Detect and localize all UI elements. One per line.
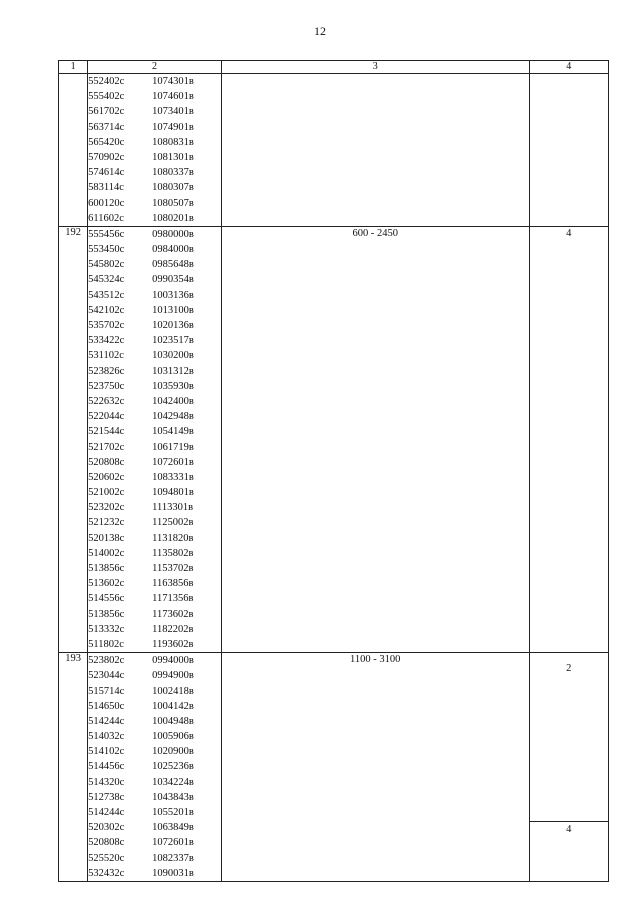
header-col-3: 3 xyxy=(221,61,529,74)
class-value: 2 xyxy=(566,663,572,675)
coordinate-pair xyxy=(88,424,221,439)
coordinate-pair xyxy=(88,227,221,242)
latitude-value: 520808с xyxy=(88,456,125,468)
latitude-value: 532432с xyxy=(88,867,125,879)
coordinate-list xyxy=(88,653,222,882)
longitude-value: 1113301в xyxy=(152,502,194,514)
coordinate-pair xyxy=(88,637,221,652)
coordinate-pair xyxy=(88,591,221,606)
latitude-value: 511802с xyxy=(88,638,124,650)
latitude-value: 543512с xyxy=(88,289,125,301)
header-row xyxy=(59,61,609,74)
coordinate-pair xyxy=(88,759,221,774)
latitude-value: 513602с xyxy=(88,578,125,590)
range-cell xyxy=(221,653,529,882)
coordinate-pair xyxy=(88,409,221,424)
coordinate-pair xyxy=(88,684,221,699)
latitude-value: 520138с xyxy=(88,532,125,544)
latitude-value: 561702с xyxy=(88,106,125,118)
latitude-value: 514650с xyxy=(88,700,125,712)
longitude-value: 1013100в xyxy=(152,304,194,316)
longitude-value: 0994900в xyxy=(152,670,194,682)
longitude-value: 1043843в xyxy=(152,791,194,803)
latitude-value: 514002с xyxy=(88,547,125,559)
coordinate-pair xyxy=(88,485,221,500)
latitude-value: 583114с xyxy=(88,182,124,194)
coordinate-pair xyxy=(88,348,221,363)
coordinate-pair xyxy=(88,364,221,379)
coordinate-pair xyxy=(88,775,221,790)
longitude-value: 1023517в xyxy=(152,335,194,347)
longitude-value: 1135802в xyxy=(152,547,194,559)
coordinate-pair xyxy=(88,866,221,881)
latitude-value: 513332с xyxy=(88,623,125,635)
latitude-value: 553450с xyxy=(88,244,125,256)
latitude-value: 523044с xyxy=(88,670,125,682)
latitude-value: 535702с xyxy=(88,320,125,331)
row-number xyxy=(59,74,88,227)
latitude-value: 611602с xyxy=(88,212,124,224)
coordinate-pair xyxy=(88,150,221,165)
latitude-value: 563714с xyxy=(88,121,125,133)
longitude-value: 1034224в xyxy=(152,776,194,788)
coordinate-pair xyxy=(88,440,221,455)
latitude-value: 514102с xyxy=(88,746,125,758)
longitude-value: 1083331в xyxy=(152,471,194,483)
latitude-value: 531102с xyxy=(88,350,124,362)
longitude-value: 1171356в xyxy=(152,593,194,605)
longitude-value: 1193602в xyxy=(152,638,194,650)
latitude-value: 521544с xyxy=(88,426,125,438)
latitude-value: 545324с xyxy=(88,274,125,286)
latitude-value: 514320с xyxy=(88,776,125,788)
latitude-value: 574614с xyxy=(88,167,125,179)
coordinate-pair xyxy=(88,288,221,303)
longitude-value: 0980000в xyxy=(152,228,194,240)
coordinate-pair xyxy=(88,470,221,485)
longitude-value: 0990354в xyxy=(152,274,194,286)
class-value: 4 xyxy=(566,824,572,836)
coordinate-pair xyxy=(88,546,221,561)
longitude-value: 1081301в xyxy=(152,151,194,163)
longitude-value: 1072601в xyxy=(152,837,194,849)
longitude-value: 1125002в xyxy=(152,517,194,529)
longitude-value: 1074301в xyxy=(152,76,194,87)
latitude-value: 523802с xyxy=(88,655,125,667)
longitude-value: 0985648в xyxy=(152,259,194,271)
coordinate-list xyxy=(88,74,222,227)
coordinate-pair xyxy=(88,303,221,318)
latitude-value: 533422с xyxy=(88,335,125,347)
class-cell xyxy=(529,653,608,882)
latitude-value: 515714с xyxy=(88,685,125,697)
latitude-value: 552402с xyxy=(88,76,125,87)
coordinate-pair xyxy=(88,622,221,637)
row-number: 192 xyxy=(59,226,88,652)
table-row xyxy=(59,74,609,227)
longitude-value: 1030200в xyxy=(152,350,194,362)
coordinate-pair xyxy=(88,805,221,820)
coordinate-pair xyxy=(88,379,221,394)
cell-divider xyxy=(530,821,608,822)
latitude-value: 514244с xyxy=(88,807,125,818)
coordinate-pair xyxy=(88,531,221,546)
coordinate-pair xyxy=(88,196,221,211)
row-number: 193 xyxy=(59,653,88,882)
longitude-value: 1074601в xyxy=(152,91,194,103)
longitude-value: 1073401в xyxy=(152,106,194,118)
table-row xyxy=(59,226,609,652)
longitude-value: 1004948в xyxy=(152,715,194,727)
coordinate-pair xyxy=(88,394,221,409)
latitude-value: 570902с xyxy=(88,151,125,163)
latitude-value: 555402с xyxy=(88,91,125,103)
longitude-value: 1031312в xyxy=(152,365,194,377)
latitude-value: 520808с xyxy=(88,837,125,849)
longitude-value: 1080201в xyxy=(152,212,194,224)
latitude-value: 522044с xyxy=(88,411,125,423)
class-cell xyxy=(529,226,608,652)
longitude-value: 1063849в xyxy=(152,822,194,834)
range-value: 1100 - 3100 xyxy=(350,654,401,666)
table-row xyxy=(59,653,609,882)
latitude-value: 514032с xyxy=(88,731,125,743)
latitude-value: 512738с xyxy=(88,791,125,803)
longitude-value: 1042400в xyxy=(152,395,194,407)
longitude-value: 1082337в xyxy=(152,852,194,864)
coordinate-pair xyxy=(88,576,221,591)
coordinate-pair xyxy=(88,318,221,333)
coordinate-pair xyxy=(88,242,221,257)
latitude-value: 520302с xyxy=(88,822,125,834)
coordinate-pair xyxy=(88,835,221,850)
longitude-value: 0984000в xyxy=(152,244,194,256)
class-cell xyxy=(529,74,608,227)
latitude-value: 600120с xyxy=(88,197,125,209)
range-cell xyxy=(221,226,529,652)
longitude-value: 1182202в xyxy=(152,623,194,635)
coordinate-pair xyxy=(88,135,221,150)
latitude-value: 542102с xyxy=(88,304,125,316)
page-number: 12 xyxy=(314,24,326,38)
coordinate-pair xyxy=(88,851,221,866)
latitude-value: 513856с xyxy=(88,563,125,574)
longitude-value: 1061719в xyxy=(152,441,194,453)
longitude-value: 1003136в xyxy=(152,289,194,301)
coordinate-pair xyxy=(88,180,221,195)
latitude-value: 565420с xyxy=(88,136,125,148)
header-col-4: 4 xyxy=(529,61,608,74)
longitude-value: 1090031в xyxy=(152,867,194,879)
longitude-value: 1080337в xyxy=(152,167,194,179)
coordinate-pair xyxy=(88,790,221,805)
longitude-value: 1035930в xyxy=(152,380,194,392)
coordinate-pair xyxy=(88,607,221,622)
coordinate-pair xyxy=(88,333,221,348)
latitude-value: 525520с xyxy=(88,852,125,864)
latitude-value: 523202с xyxy=(88,502,125,514)
coordinate-pair xyxy=(88,272,221,287)
coordinate-pair xyxy=(88,120,221,135)
longitude-value: 1131820в xyxy=(152,532,194,544)
coordinate-pair xyxy=(88,257,221,272)
latitude-value: 521002с xyxy=(88,487,125,499)
coordinate-pair xyxy=(88,714,221,729)
latitude-value: 523750с xyxy=(88,380,125,392)
longitude-value: 1054149в xyxy=(152,426,194,438)
header-col-2: 2 xyxy=(88,61,222,74)
longitude-value: 1072601в xyxy=(152,456,194,468)
latitude-value: 514244с xyxy=(88,715,125,727)
latitude-value: 514456с xyxy=(88,761,125,773)
latitude-value: 522632с xyxy=(88,395,125,407)
latitude-value: 514556с xyxy=(88,593,125,605)
coordinate-pair xyxy=(88,699,221,714)
coordinate-pair xyxy=(88,515,221,530)
longitude-value: 1025236в xyxy=(152,761,194,773)
latitude-value: 520602с xyxy=(88,471,125,483)
coordinate-pair xyxy=(88,89,221,104)
latitude-value: 521232с xyxy=(88,517,125,529)
coordinate-pair xyxy=(88,653,221,668)
coordinate-pair xyxy=(88,500,221,515)
longitude-value: 1094801в xyxy=(152,487,194,499)
coordinate-pair xyxy=(88,211,221,226)
coordinate-pair xyxy=(88,668,221,683)
longitude-value: 1020900в xyxy=(152,746,194,758)
coordinate-list xyxy=(88,226,222,652)
longitude-value: 0994000в xyxy=(152,655,194,667)
latitude-value: 523826с xyxy=(88,365,125,377)
longitude-value: 1173602в xyxy=(152,608,194,620)
coordinate-pair xyxy=(88,165,221,180)
longitude-value: 1080831в xyxy=(152,136,194,148)
range-cell xyxy=(221,74,529,227)
header-col-1: 1 xyxy=(59,61,88,74)
coordinate-pair xyxy=(88,744,221,759)
range-value xyxy=(222,74,529,75)
latitude-value: 545802с xyxy=(88,259,125,271)
latitude-value: 513856с xyxy=(88,608,125,620)
longitude-value: 1005906в xyxy=(152,731,194,743)
class-value: 4 xyxy=(566,227,572,239)
latitude-value: 555456с xyxy=(88,228,125,240)
coordinate-pair xyxy=(88,729,221,744)
longitude-value: 1004142в xyxy=(152,700,194,712)
coordinate-pair xyxy=(88,104,221,119)
longitude-value: 1002418в xyxy=(152,685,194,697)
longitude-value: 1080307в xyxy=(152,182,194,194)
longitude-value: 1080507в xyxy=(152,197,194,209)
coordinates-table xyxy=(58,60,609,882)
longitude-value: 1055201в xyxy=(152,807,194,818)
range-value: 600 - 2450 xyxy=(352,227,398,239)
coordinate-pair xyxy=(88,561,221,576)
longitude-value: 1153702в xyxy=(152,563,194,574)
coordinate-pair xyxy=(88,820,221,835)
latitude-value: 521702с xyxy=(88,441,125,453)
coordinate-pair xyxy=(88,74,221,89)
coordinate-pair xyxy=(88,455,221,470)
longitude-value: 1020136в xyxy=(152,320,194,331)
longitude-value: 1042948в xyxy=(152,411,194,423)
longitude-value: 1163856в xyxy=(152,578,194,590)
longitude-value: 1074901в xyxy=(152,121,194,133)
